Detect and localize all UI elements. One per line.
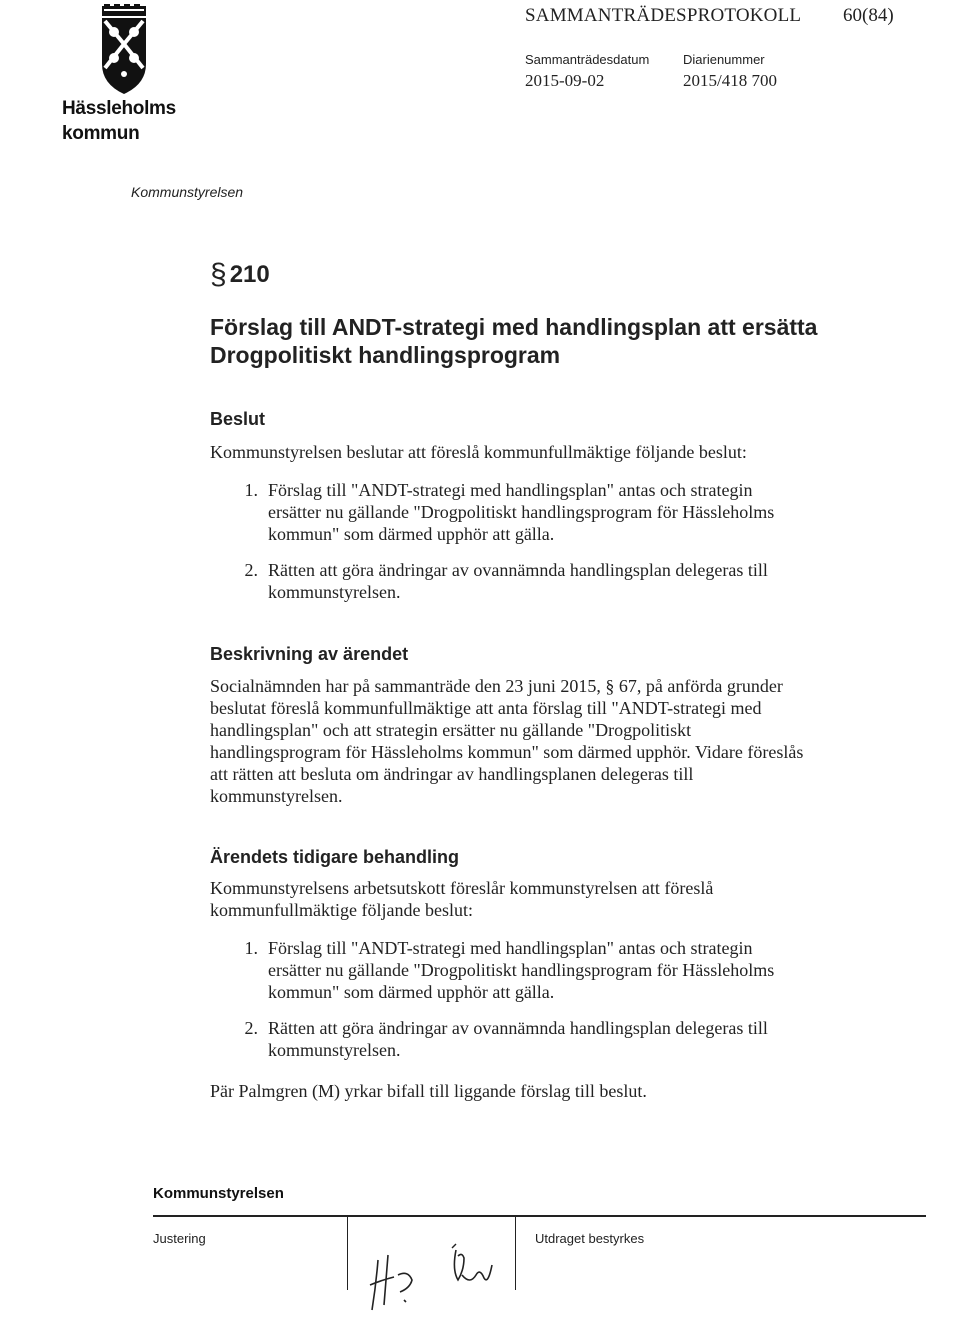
- meeting-date: 2015-09-02: [525, 71, 605, 90]
- registration-number-label: Diarienummer: [683, 52, 765, 67]
- list-number: 2.: [244, 1018, 258, 1038]
- list-item: [210, 479, 808, 545]
- municipality-name-line1: Hässleholms: [62, 98, 176, 119]
- paragraph-sign: §: [210, 258, 227, 291]
- list-text: Rätten att göra ändringar av ovannämnda handlingsplan delegeras till kommunstyrelsen.: [268, 560, 768, 602]
- meeting-date-label: Sammanträdesdatum: [525, 52, 650, 67]
- list-item: [210, 1017, 808, 1061]
- board-name: Kommunstyrelsen: [131, 184, 244, 200]
- section-number: [210, 256, 270, 290]
- decision-intro: Kommunstyrelsen beslutar att föreslå kommunfullmäktige följande beslut:: [210, 442, 747, 462]
- municipality-name-line2: kommun: [62, 123, 140, 144]
- list-number: 1.: [244, 480, 258, 500]
- coat-of-arms-icon: [62, 4, 172, 96]
- list-text: Rätten att göra ändringar av ovannämnda handlingsplan delegeras till kommunstyrelsen.: [268, 1018, 768, 1060]
- history-heading: Ärendets tidigare behandling: [210, 847, 460, 867]
- handwritten-initials-icon: [360, 1230, 510, 1315]
- motion-text: Pär Palmgren (M) yrkar bifall till liggande förslag till beslut.: [210, 1081, 647, 1101]
- registration-number: 2015/418 700: [683, 71, 777, 90]
- description-text: Socialnämnden har på sammanträde den 23 juni 2015, § 67, på anförda grunder beslutat föreslå kommunfullmäktige att anta förslag till "ANDT-strategi med handlingsplan" och att strategin ersätter nu gällande "Drogpolitiskt handlingsprogram för Hässleholms kommun" som därmed upphör. Vidare föreslås att rätten att besluta om ändringar av handlingsplanen delegeras till kommunstyrelsen.: [210, 676, 804, 806]
- history-list: [210, 937, 808, 1061]
- list-number: 1.: [244, 938, 258, 958]
- decision-list: [210, 479, 808, 603]
- municipality-name: [62, 96, 176, 146]
- footer-board-name: Kommunstyrelsen: [153, 1185, 284, 1202]
- description-heading: Beskrivning av ärendet: [210, 644, 409, 664]
- justering-label: Justering: [153, 1231, 206, 1246]
- history-intro: Kommunstyrelsens arbetsutskott föreslår kommunstyrelsen att föreslå kommunfullmäktige följande beslut:: [210, 878, 714, 920]
- footer-column-divider: [347, 1217, 348, 1290]
- list-item: [210, 559, 808, 603]
- list-text: Förslag till "ANDT-strategi med handlingsplan" antas och strategin ersätter nu gällande "Drogpolitiskt handlingsprogram för Hässleholms kommun" som därmed upphör att gälla.: [268, 938, 775, 1002]
- item-title: Förslag till ANDT-strategi med handlingsplan att ersätta Drogpolitiskt handlingsprogram: [210, 314, 818, 368]
- document-type: SAMMANTRÄDESPROTOKOLL: [525, 5, 802, 26]
- footer-column-divider: [515, 1217, 516, 1290]
- extract-certified-label: Utdraget bestyrkes: [535, 1231, 645, 1246]
- section-number-value: 210: [229, 261, 270, 288]
- page-number: 60(84): [843, 5, 894, 26]
- signature-initials: [360, 1230, 510, 1315]
- list-item: [210, 937, 808, 1003]
- footer-divider: [153, 1215, 926, 1217]
- list-number: 2.: [244, 560, 258, 580]
- list-text: Förslag till "ANDT-strategi med handlingsplan" antas och strategin ersätter nu gällande "Drogpolitiskt handlingsprogram för Hässleholms kommun" som därmed upphör att gälla.: [268, 480, 775, 544]
- decision-heading: Beslut: [210, 409, 266, 429]
